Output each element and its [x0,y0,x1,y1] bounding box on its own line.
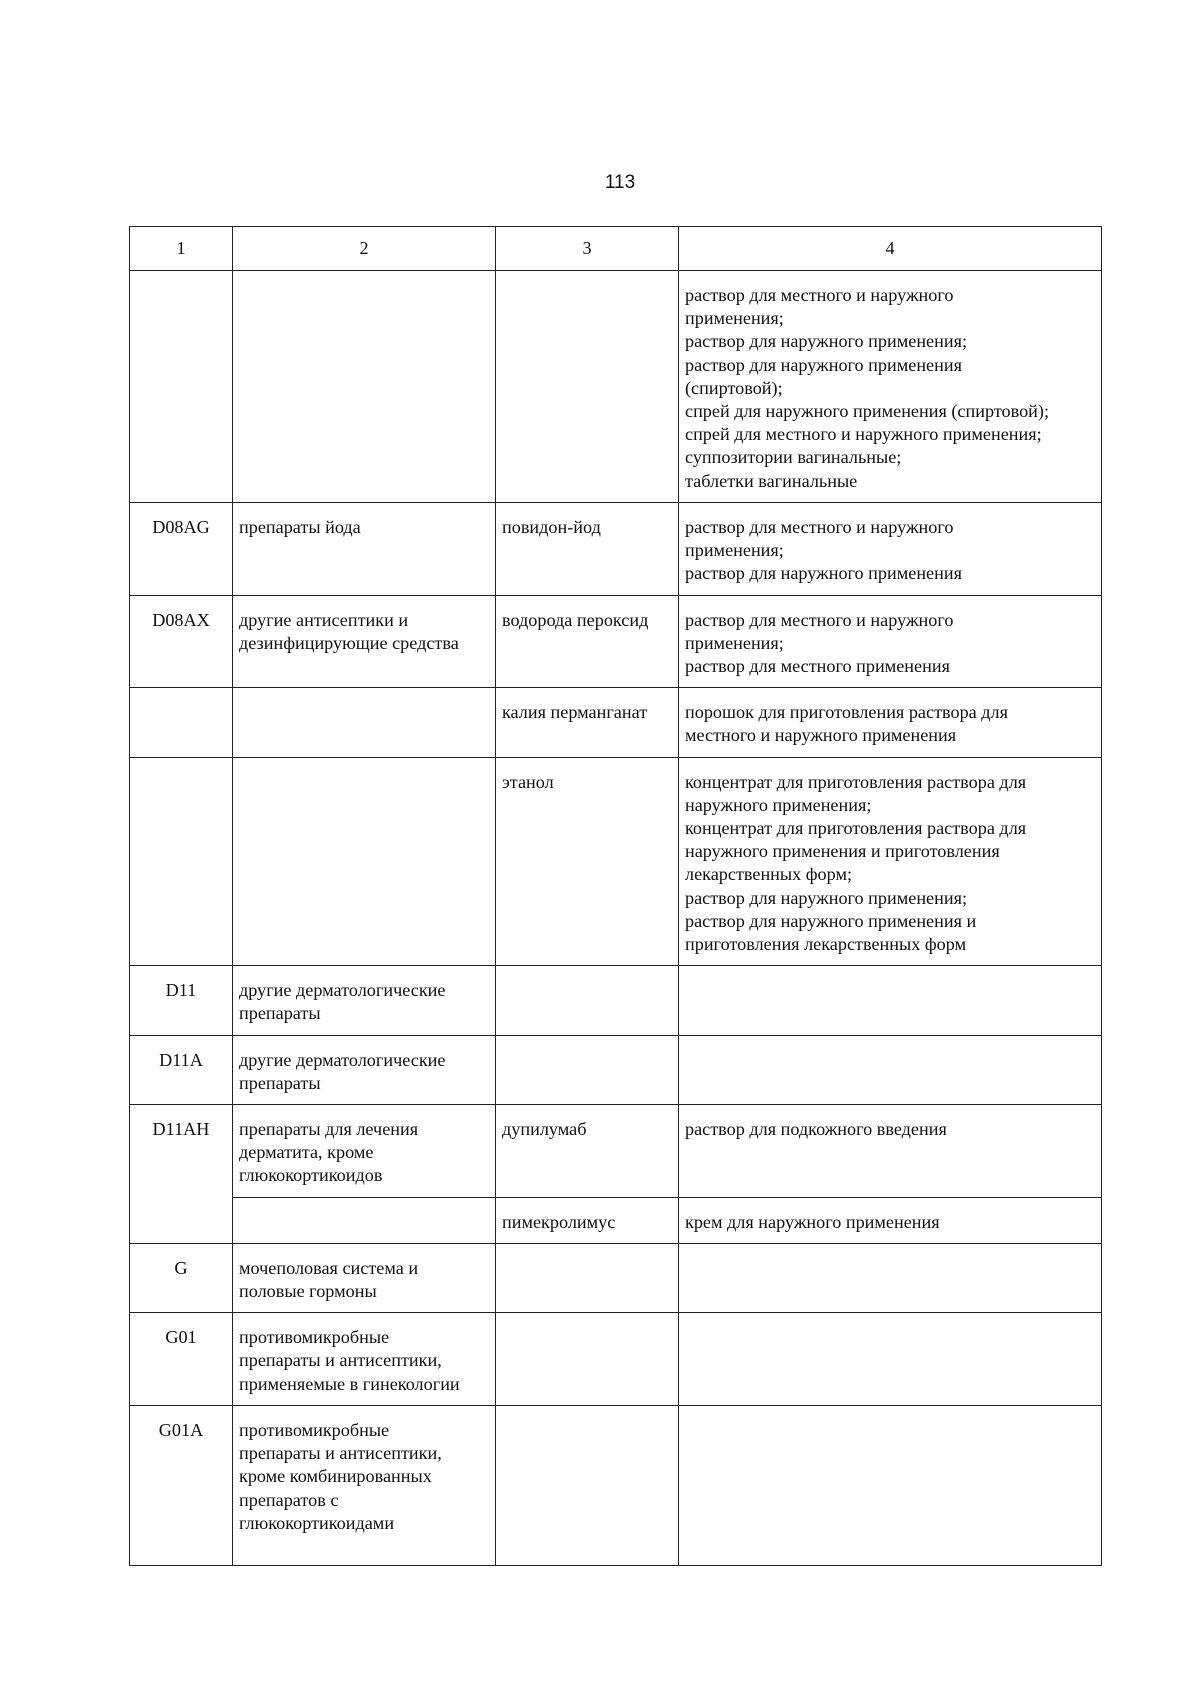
page-number: 113 [604,172,636,193]
atc-code-cell [130,271,233,503]
dosage-form-line: концентрат для приготовления раствора для [685,818,1027,839]
table-row [130,966,1102,1035]
group-name-line: дерматита, кроме [239,1142,374,1163]
dosage-form-line: раствор для местного и наружного [685,609,954,630]
group-name-cell [233,503,496,596]
dosage-forms-cell [679,1035,1102,1104]
group-name-line: мочеполовая система и [239,1257,419,1278]
dosage-form-line: раствор для наружного применения и [685,910,977,931]
dosage-form-line: (спиртовой); [685,377,783,398]
drug-name-cell [496,1243,679,1312]
atc-code-cell: G01A [130,1405,233,1565]
dosage-form-line: лекарственных форм; [685,864,853,885]
group-name-cell [233,595,496,688]
group-name-cell [233,1313,496,1406]
group-name-line: глюкокортикоидами [239,1512,395,1533]
group-name-cell [233,1405,496,1565]
dosage-form-line: раствор для наружного применения [685,563,962,584]
group-name-cell [233,966,496,1035]
dosage-forms-cell [679,1313,1102,1406]
dosage-forms-cell [679,595,1102,688]
dosage-form-line: суппозитории вагинальные; [685,447,902,468]
dosage-form-line: таблетки вагинальные [685,470,858,491]
medication-table [129,226,1102,1566]
dosage-form-line: применения; [685,632,784,653]
table-row [130,1035,1102,1104]
drug-name-cell: повидон-йод [496,503,679,596]
drug-name-cell [496,271,679,503]
group-name-line: противомикробные [239,1419,390,1440]
group-name-line: другие антисептики и [239,609,409,630]
dosage-forms-cell [679,688,1102,757]
drug-name-cell: калия перманганат [496,688,679,757]
group-name-line: другие дерматологические [239,1049,446,1070]
dosage-forms-cell [679,503,1102,596]
header-cell-3: 3 [496,227,679,271]
atc-code-cell [130,688,233,757]
dosage-form-line: наружного применения; [685,794,872,815]
drug-name-cell [496,1313,679,1406]
dosage-form-line: местного и наружного применения [685,725,957,746]
group-name-line: другие дерматологические [239,980,446,1001]
dosage-forms-cell [679,1243,1102,1312]
group-name-cell [233,1035,496,1104]
dosage-form-line: концентрат для приготовления раствора для [685,771,1027,792]
table-row [130,1197,1102,1243]
table-row [130,688,1102,757]
dosage-forms-cell [679,1405,1102,1565]
drug-name-cell [496,1405,679,1565]
drug-name-cell [496,966,679,1035]
group-name-line: препараты [239,1072,321,1093]
dosage-form-line: спрей для местного и наружного применения; [685,424,1042,445]
table-row [130,503,1102,596]
dosage-form-line: порошок для приготовления раствора для [685,702,1008,723]
group-name-line: препараты йода [239,517,361,537]
group-name-line: препараты для лечения [239,1119,419,1140]
dosage-form-line: наружного применения и приготовления [685,841,1000,862]
dosage-form-line: раствор для местного применения [685,656,950,677]
header-row [130,227,1102,271]
group-name-line: половые гормоны [239,1281,377,1302]
group-name-line: глюкокортикоидов [239,1165,383,1186]
group-name-cell [233,271,496,503]
group-name-line: дезинфицирующие средства [239,632,459,653]
dosage-form-line: раствор для наружного применения; [685,887,968,908]
drug-name-cell: дупилумаб [496,1105,679,1198]
table-row [130,595,1102,688]
group-name-cell [233,757,496,966]
atc-code-cell [130,757,233,966]
atc-code-cell: D08AX [130,595,233,688]
atc-code-cell: G [130,1243,233,1312]
dosage-form-line: приготовления лекарственных форм [685,934,967,955]
atc-code-cell: D08AG [130,503,233,596]
atc-code-cell: D11 [130,966,233,1035]
table-row [130,757,1102,966]
group-name-line: препараты и антисептики, [239,1350,442,1371]
table-row [130,271,1102,503]
table-row [130,1105,1102,1198]
group-name-line: кроме комбинированных [239,1466,432,1487]
atc-code-cell: G01 [130,1313,233,1406]
group-name-cell [233,688,496,757]
header-cell-1: 1 [130,227,233,271]
drug-name-cell [496,1035,679,1104]
dosage-form-line: спрей для наружного применения (спиртовой); [685,401,1050,422]
dosage-form-line: раствор для местного и наружного [685,517,954,537]
group-name-line: препараты и антисептики, [239,1443,442,1464]
group-name-line: применяемые в гинекологии [239,1373,460,1394]
drug-name-cell: пимекролимус [496,1197,679,1243]
table-row [130,1313,1102,1406]
group-name-cell [233,1105,496,1198]
group-name-line: препараты [239,1003,321,1024]
group-name-cell [233,1243,496,1312]
dosage-forms-cell [679,271,1102,503]
dosage-forms-cell [679,966,1102,1035]
dosage-forms-cell [679,1105,1102,1198]
group-name-line: препаратов с [239,1489,339,1510]
dosage-form-line: раствор для наружного применения [685,354,962,375]
dosage-form-line: раствор для местного и наружного [685,285,954,305]
dosage-forms-cell [679,1197,1102,1243]
group-name-cell [233,1197,496,1243]
atc-code-cell: D11AH [130,1105,233,1244]
atc-code-cell: D11A [130,1035,233,1104]
dosage-form-line: крем для наружного применения [685,1211,940,1232]
table-row [130,1405,1102,1565]
header-cell-4: 4 [679,227,1102,271]
dosage-form-line: применения; [685,540,784,561]
dosage-forms-cell [679,757,1102,966]
header-cell-2: 2 [233,227,496,271]
table-row [130,1243,1102,1312]
drug-name-cell: этанол [496,757,679,966]
group-name-line: противомикробные [239,1327,390,1348]
drug-name-cell: водорода пероксид [496,595,679,688]
dosage-form-line: раствор для наружного применения; [685,331,968,352]
dosage-form-line: применения; [685,308,784,329]
dosage-form-line: раствор для подкожного введения [685,1119,947,1140]
